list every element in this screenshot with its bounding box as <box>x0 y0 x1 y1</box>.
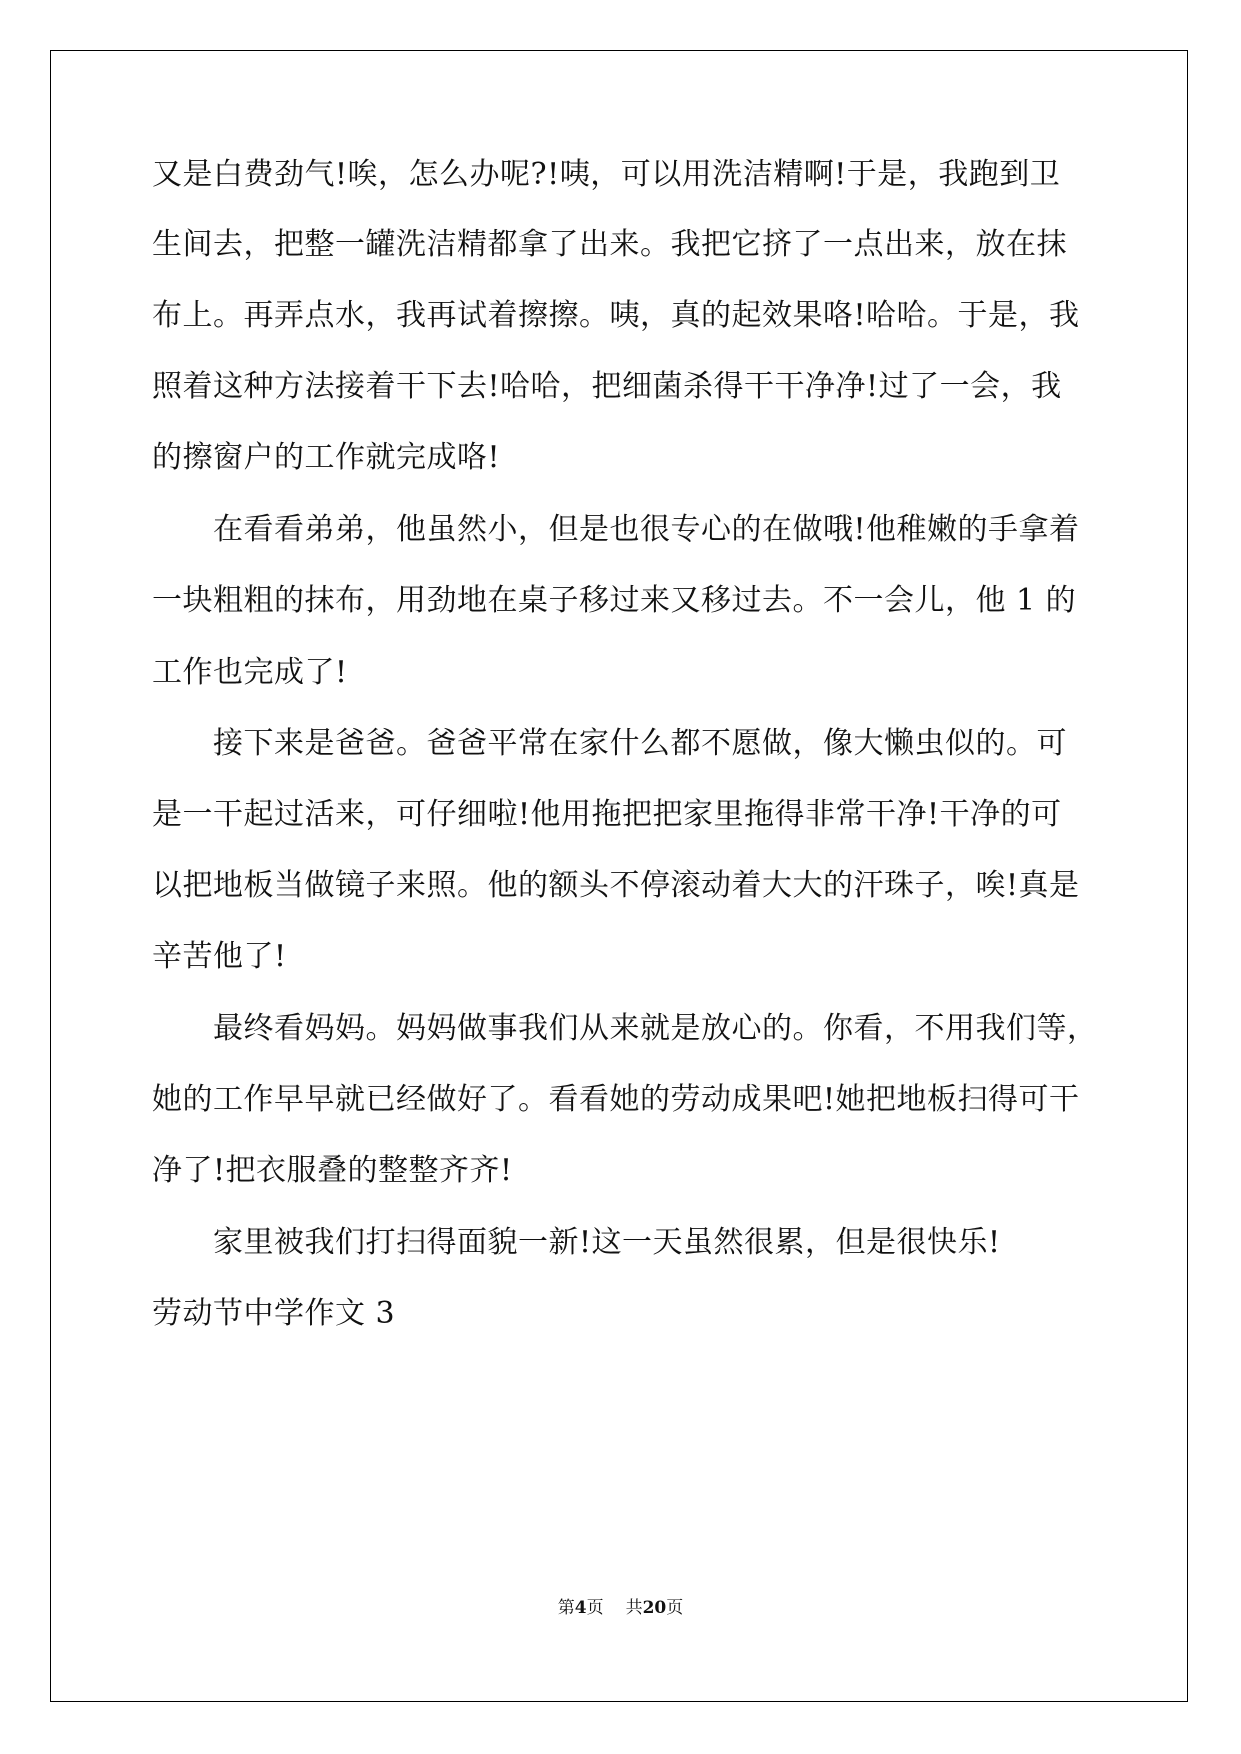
footer-page-suffix: 页 <box>586 1598 604 1618</box>
footer-total-suffix: 页 <box>666 1598 684 1618</box>
paragraph-line: 她的工作早早就已经做好了。看看她的劳动成果吧!她把地板扫得可干 <box>152 1082 1080 1117</box>
footer-page-number: 4 <box>574 1598 587 1618</box>
paragraph-line: 照着这种方法接着干下去!哈哈，把细菌杀得干干净净!过了一会，我 <box>152 369 1062 404</box>
paragraph-line: 最终看妈妈。妈妈做事我们从来就是放心的。你看，不用我们等， <box>213 1011 1098 1046</box>
paragraph-line: 布上。再弄点水，我再试着擦擦。咦，真的起效果咯!哈哈。于是，我 <box>152 298 1080 333</box>
section-heading: 劳动节中学作文 3 <box>152 1296 396 1331</box>
paragraph-line: 以把地板当做镜子来照。他的额头不停滚动着大大的汗珠子，唉!真是 <box>152 868 1080 903</box>
paragraph-line: 的擦窗户的工作就完成咯! <box>152 440 501 475</box>
paragraph-line: 在看看弟弟，他虽然小，但是也很专心的在做哦!他稚嫩的手拿着 <box>213 512 1080 547</box>
paragraph-line: 净了!把衣服叠的整整齐齐! <box>152 1153 513 1188</box>
paragraph-line: 接下来是爸爸。爸爸平常在家什么都不愿做，像大懒虫似的。可 <box>213 726 1067 761</box>
paragraph-line: 一块粗粗的抹布，用劲地在桌子移过来又移过去。不一会儿，他 1 的 <box>152 583 1077 618</box>
footer-total-pages: 20 <box>642 1598 667 1618</box>
footer-total-prefix: 共 <box>625 1598 643 1618</box>
paragraph-line: 生间去，把整一罐洗洁精都拿了出来。我把它挤了一点出来，放在抹 <box>152 227 1067 262</box>
footer-prefix: 第 <box>557 1598 575 1618</box>
paragraph-line: 又是白费劲气!唉，怎么办呢?!咦，可以用洗洁精啊!于是，我跑到卫 <box>152 157 1061 192</box>
paragraph-line: 家里被我们打扫得面貌一新!这一天虽然很累，但是很快乐! <box>213 1225 1001 1260</box>
page-footer <box>0 1596 1241 1620</box>
paragraph-line: 辛苦他了! <box>152 939 287 974</box>
paragraph-line: 工作也完成了! <box>152 655 348 690</box>
paragraph-line: 是一干起过活来，可仔细啦!他用拖把把家里拖得非常干净!干净的可 <box>152 797 1062 832</box>
